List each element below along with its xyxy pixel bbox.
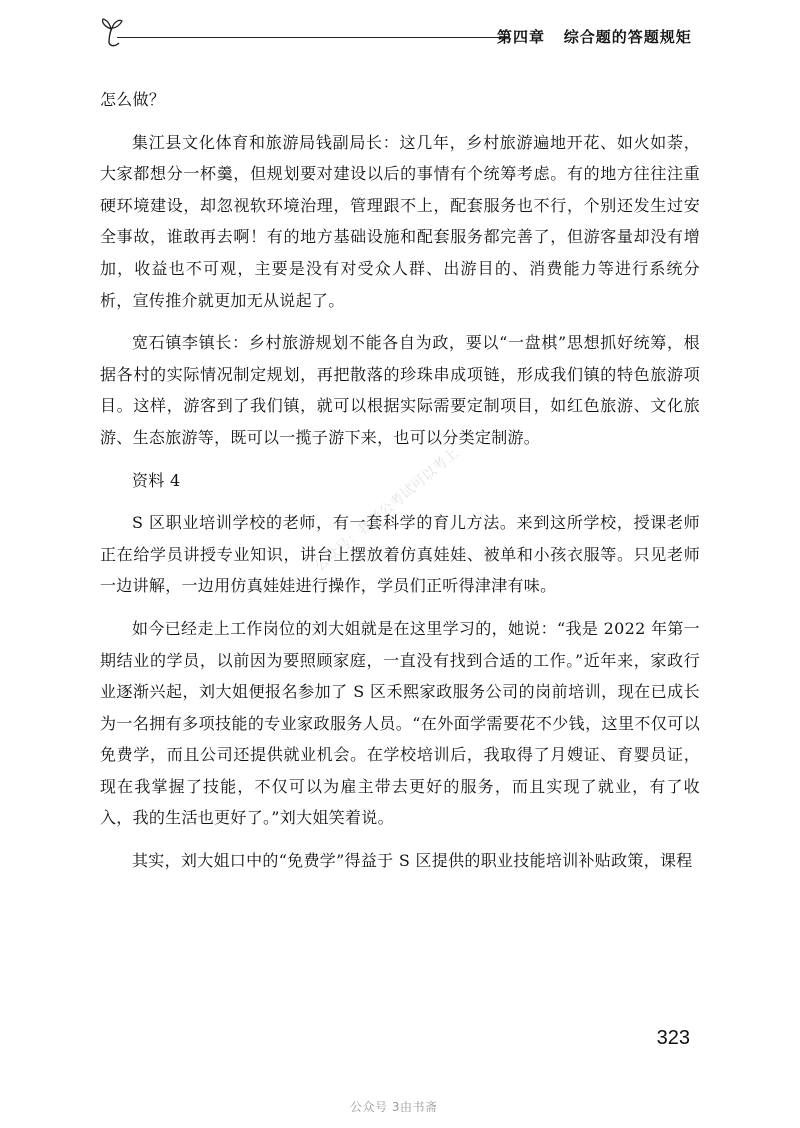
chapter-number: 第四章 [497,28,546,46]
paragraph: 宽石镇李镇长：乡村旅游规划不能各自为政，要以“一盘棋”思想抓好统筹，根据各村的实际情况制定规划，再把散落的珍珠串成项链，形成我们镇的特色旅游项目。这样，游客到了我们镇，就可以根据实际需要定制项目，如红色旅游、文化旅游、生态旅游等，既可以一揽子游下来，也可以分类定制游。 [100,333,700,447]
paragraph: 如今已经走上工作岗位的刘大姐就是在这里学习的，她说：“我是 2022 年第一期结业的学员，以前因为要照顾家庭，一直没有找到合适的工作。”近年来，家政行业逐渐兴起，刘大姐便报名参加了 S 区禾熙家政服务公司的岗前培训，现在已成长为一名拥有多项技能的专业家政服务人员。“在外面学需要花不少钱，这里不仅可以免费学，而且公司还提供就业机会。在学校培训后，我取得了月嫂证、育婴员证，现在我掌握了技能，不仅可以为雇主带去更好的服务，而且实现了就业，有了收入，我的生活也更好了。”刘大姐笑着说。 [100,618,700,828]
paragraph: S 区职业培训学校的老师，有一套科学的育儿方法。来到这所学校，授课老师正在给学员讲授专业知识，讲台上摆放着仿真娃娃、被单和小孩衣服等。只见老师一边讲解，一边用仿真娃娃进行操作，学员们正听得津津有味。 [100,513,700,596]
paragraph: 怎么做？ [100,90,166,109]
header-title [497,26,692,47]
page-number: 323 [656,1027,690,1049]
bottom-watermark: 公众号 3由书斋 [350,1100,438,1114]
watermark-text: 公众号：我考公考试可以考上 [311,445,462,575]
paragraph: 其实，刘大姐口中的“免费学”得益于 S 区提供的职业技能培训补贴政策，课程 [132,851,693,871]
sprout-icon [95,16,129,50]
chapter-title: 综合题的答题规矩 [563,28,692,46]
body-text [100,84,700,877]
paragraph: 资料 4 [132,470,181,490]
header-rule [117,37,509,38]
running-header [95,14,705,50]
paragraph: 集江县文化体育和旅游局钱副局长：这几年，乡村旅游遍地开花、如火如荼，大家都想分一杯羹，但规划要对建设以后的事情有个统筹考虑。有的地方往往注重硬环境建设，却忽视软环境治理，管理跟不上，配套服务也不行，个别还发生过安全事故，谁敢再去啊！有的地方基础设施和配套服务都完善了，但游客量却没有增加，收益也不可观，主要是没有对受众人群、出游目的、消费能力等进行系统分析，宣传推介就更加无从说起了。 [100,132,700,310]
